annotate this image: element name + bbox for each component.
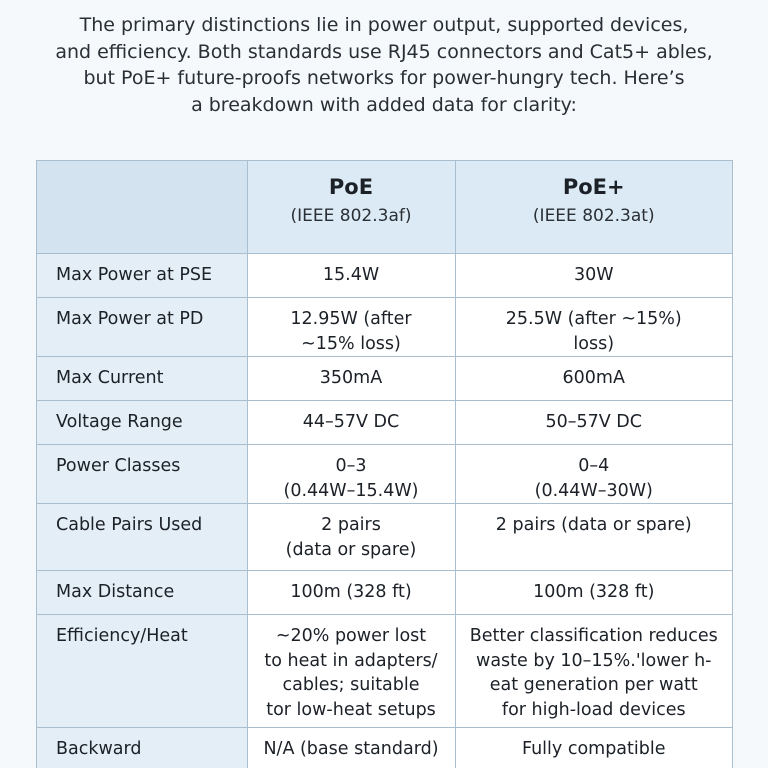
cell-text-line: eat generation per watt [489,675,698,695]
poe-value-cell [247,504,455,571]
poe-plus-value-cell [455,401,732,445]
cell-text-line: 12.95W (after [290,309,412,329]
cell-text-line: (0.44W–30W) [534,480,653,501]
cell-text-line: 44–57V DC [302,412,400,432]
row-label: Efficiency/Heat [37,615,247,728]
cell-text-line: to heat in adapters/ [264,650,438,671]
row-label: Power Classes [37,445,247,504]
row-label: Backward [37,728,247,768]
poe-value-cell [247,728,455,768]
intro-line: and efficiency. Both standards use RJ45 connectors and Cat5+ ables, [55,40,713,63]
comparison-table-grid [37,161,732,768]
cell-text-line: 50–57V DC [545,412,642,432]
cell-text-line: tor low-heat setups [266,699,436,720]
cell-text-line: 0–4 [578,456,610,476]
poe-plus-value-cell [455,728,732,768]
poe-value-cell [247,401,455,445]
cell-text-line: ~20% power lost [275,626,427,646]
cell-text-line: 0–3 [335,456,367,476]
cell-text-line: 30W [573,265,614,285]
poe-value-cell [247,298,455,357]
table-header-row [37,161,732,254]
intro-line: The primary distinctions lie in power output, supported devices, [79,14,689,36]
cell-text-line: waste by 10–15%.'lower h- [476,650,712,671]
intro-paragraph [0,12,768,118]
column-title: PoE [328,175,374,199]
table-row [37,728,732,768]
intro-line: a breakdown with added data for clarity: [191,93,577,116]
poe-value-cell [247,357,455,401]
column-header-poe [247,161,455,254]
poe-plus-value-cell [455,445,732,504]
poe-plus-value-cell [455,571,732,615]
poe-plus-value-cell [455,615,732,728]
row-label: Max Power at PSE [37,254,247,298]
poe-plus-value-cell [455,357,732,401]
row-label: Max Current [37,357,247,401]
cell-text-line: (data or spare) [285,539,417,560]
poe-value-cell [247,445,455,504]
table-row [37,401,732,445]
intro-line: but PoE+ future-proofs networks for power-hungry tech. Here’s [83,67,685,89]
poe-value-cell [247,615,455,728]
cell-text-line: (0.44W–15.4W) [283,480,419,501]
table-body [37,254,732,768]
comparison-table [36,160,733,768]
cell-text-line: 2 pairs (data or spare) [495,515,692,535]
poe-plus-value-cell [455,254,732,298]
table-row [37,445,732,504]
poe-value-cell [247,571,455,615]
cell-text-line: 350mA [319,368,383,388]
table-row [37,571,732,615]
poe-plus-value-cell [455,504,732,571]
cell-text-line: Better classification reduces [469,626,718,646]
row-label: Max Power at PD [37,298,247,357]
cell-text-line: Fully compatible [521,739,666,759]
table-row [37,254,732,298]
cell-text-line: 100m (328 ft) [533,582,655,602]
cell-text-line: N/A (base standard) [263,739,439,759]
table-row [37,504,732,571]
cell-text-line: 25.5W (after ~15%) [505,309,682,329]
cell-text-line: 2 pairs [321,515,381,535]
cell-text-line: 15.4W [322,265,380,285]
cell-text-line: loss) [573,333,615,354]
column-subtitle: (IEEE 802.3af) [290,206,412,226]
row-label: Max Distance [37,571,247,615]
table-row [37,298,732,357]
cell-text-line: cables; suitable [282,675,420,695]
row-label: Cable Pairs Used [37,504,247,571]
column-header-poe-plus [455,161,732,254]
cell-text-line: ~15% loss) [301,333,401,354]
table-corner-cell [37,161,247,254]
cell-text-line: 100m (328 ft) [290,582,412,602]
cell-text-line: for high-load devices [501,699,686,720]
column-title: PoE+ [562,175,625,199]
column-subtitle: (IEEE 802.3at) [532,206,655,226]
table-row [37,357,732,401]
cell-text-line: 600mA [562,368,625,388]
poe-plus-value-cell [455,298,732,357]
table-row [37,615,732,728]
poe-value-cell [247,254,455,298]
row-label: Voltage Range [37,401,247,445]
